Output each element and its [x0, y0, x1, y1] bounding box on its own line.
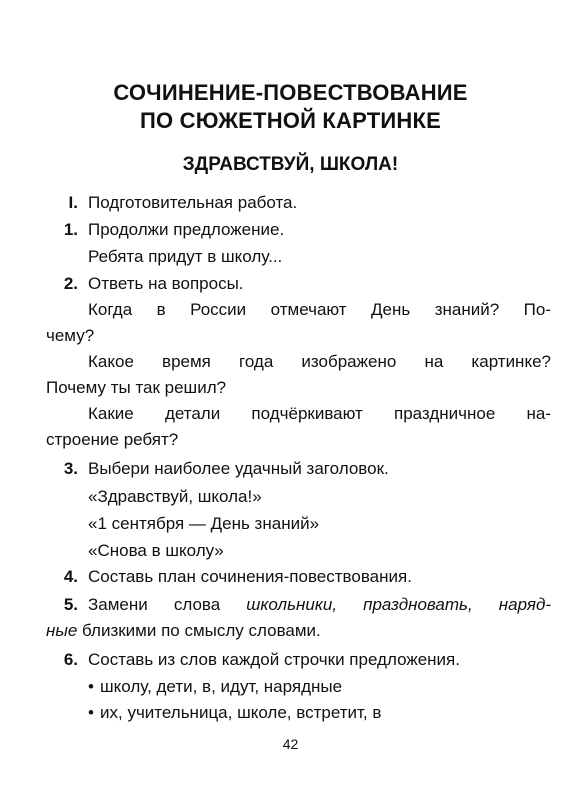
question-2-line-1: Какое время года изображено на картинке? [88, 352, 551, 371]
item-number-1: 1. [63, 220, 78, 239]
item-text-1: Продолжи предложение. [88, 220, 285, 239]
title-line-1: СОЧИНЕНИЕ-ПОВЕСТВОВАНИЕ [113, 80, 468, 105]
question-3-line-1: Какие детали подчёркивают праздничное на- [88, 404, 551, 423]
item-text-2: Ответь на вопросы. [88, 274, 244, 293]
word-row-1: школу, дети, в, идут, нарядные [100, 677, 343, 696]
bullet-icon: • [88, 677, 94, 696]
title-line-2: ПО СЮЖЕТНОЙ КАРТИНКЕ [140, 108, 441, 133]
question-1-line-1: Когда в России отмечают День знаний? По- [88, 300, 551, 319]
item-number-2: 2. [63, 274, 78, 293]
item-number-3: 3. [63, 459, 78, 478]
item-text-5-line-1 [88, 595, 551, 615]
item-text-5-plain: Замени слова [88, 595, 247, 614]
item-text-5-italic-words: школьники, праздновать, наряд- [246, 595, 551, 614]
item-text-I: Подготовительная работа. [88, 193, 298, 212]
item-number-4: 4. [63, 567, 78, 586]
question-2-line-2: Почему ты так решил? [46, 378, 227, 397]
item-number-6: 6. [63, 650, 78, 669]
headline-option-3: «Снова в школу» [88, 541, 224, 560]
page-number: 42 [282, 736, 299, 752]
question-3-line-2: строение ребят? [46, 430, 179, 449]
item-text-1-continuation: Ребята придут в школу... [88, 247, 283, 266]
subtitle: ЗДРАВСТВУЙ, ШКОЛА! [182, 154, 399, 175]
bullet-icon: • [88, 703, 94, 722]
question-1-line-2: чему? [46, 326, 95, 345]
item-text-5-line-2 [46, 621, 321, 641]
item-number-I: I. [68, 193, 78, 212]
item-text-5-tail: близкими по смыслу словами. [77, 621, 321, 640]
item-number-5: 5. [63, 595, 78, 614]
headline-option-2: «1 сентября — День знаний» [88, 514, 320, 533]
headline-option-1: «Здравствуй, школа!» [88, 487, 262, 506]
word-row-2: их, учительница, школе, встретит, в [100, 703, 382, 722]
item-text-5-italic-end: ные [46, 621, 78, 640]
item-text-4: Составь план сочинения-повествования. [88, 567, 412, 586]
item-text-6: Составь из слов каждой строчки предложения. [88, 650, 460, 669]
item-text-3: Выбери наиболее удачный заголовок. [88, 459, 389, 478]
